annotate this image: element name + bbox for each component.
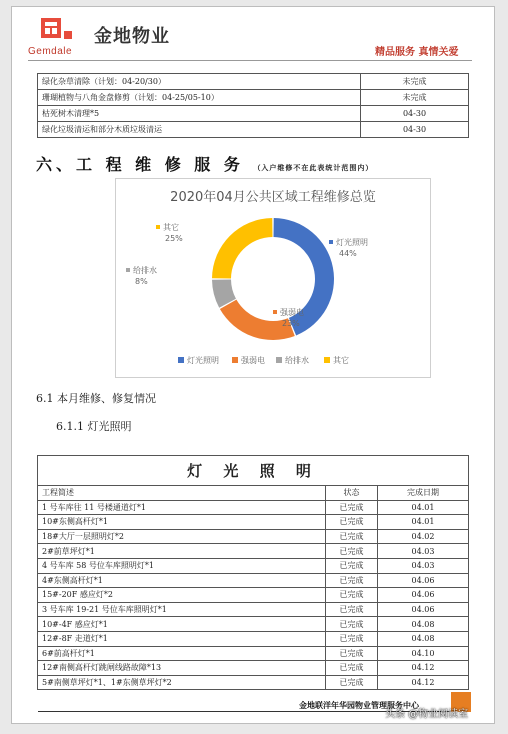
subsection-heading: 6.1 本月维修、修复情况 [36,392,156,405]
slice-category-label: 强弱电 [280,308,304,317]
date-cell: 04.06 [378,573,469,588]
status-cell: 已完成 [326,602,378,617]
status-cell: 未完成 [361,74,469,90]
slogan: 精品服务 真情关爱 [375,47,459,58]
table-row [38,122,469,138]
date-cell: 04.03 [378,544,469,559]
table-row [38,529,469,544]
slice-label-marker [273,310,277,314]
status-cell: 已完成 [326,675,378,690]
table-row [38,617,469,632]
status-cell: 已完成 [326,558,378,573]
legend-label: 强弱电 [241,356,265,365]
date-cell: 04.03 [378,558,469,573]
slice-label-marker [126,268,130,272]
status-cell: 已完成 [326,631,378,646]
task-cell: 绿化垃圾清运和部分木质垃圾清运 [38,122,361,138]
table-row [38,631,469,646]
slice-percent-label: 23% [282,319,300,328]
maintenance-chart [115,178,431,378]
task-cell: 12#南侧高杆灯跳闸线路故障*13 [38,661,326,676]
task-cell: 15#-20F 感应灯*2 [38,588,326,603]
table-row [38,515,469,530]
column-header: 工程简述 [38,486,326,501]
table-row [38,106,469,122]
slice-percent-label: 8% [135,277,148,286]
date-cell: 04.06 [378,588,469,603]
greening-table [37,73,469,138]
status-cell: 已完成 [326,544,378,559]
date-cell: 04.01 [378,515,469,530]
status-cell: 已完成 [326,573,378,588]
slice-label-marker [156,225,160,229]
legend-label: 其它 [333,356,349,365]
donut-slice [274,218,334,335]
slice-label-marker [329,240,333,244]
task-cell: 4 号车库 58 号位车库照明灯*1 [38,558,326,573]
legend-swatch [276,357,282,363]
task-cell: 6#前高杆灯*1 [38,646,326,661]
status-cell: 04-30 [361,106,469,122]
task-cell: 2#前草坪灯*1 [38,544,326,559]
task-cell: 12#-8F 走道灯*1 [38,631,326,646]
subsection-heading: 6.1.1 灯光照明 [56,420,132,433]
section-heading [36,152,373,175]
task-cell: 4#东侧高杆灯*1 [38,573,326,588]
legend-swatch [324,357,330,363]
chart-title: 2020年04月公共区域工程维修总览 [170,190,376,205]
task-cell: 3 号车库 19-21 号位车库照明灯*1 [38,602,326,617]
slice-percent-label: 44% [339,249,357,258]
watermark: 头条 @物业阅读室 [385,709,469,720]
date-cell: 04.02 [378,529,469,544]
legend-label: 灯光照明 [187,356,219,365]
status-cell: 04-30 [361,122,469,138]
table-title: 灯 光 照 明 [38,456,469,486]
table-row [38,661,469,676]
task-cell: 10#东侧高杆灯*1 [38,515,326,530]
section-title: 六、工 程 维 修 服 务 [36,155,244,174]
section-note: （入户维修不在此表统计范围内） [253,164,374,172]
status-cell: 未完成 [361,90,469,106]
brand-name-cn: 金地物业 [94,26,170,47]
table-title-row [38,456,469,486]
task-cell: 10#-4F 感应灯*1 [38,617,326,632]
date-cell: 04.06 [378,602,469,617]
header-divider [28,60,472,61]
legend-label: 给排水 [285,356,309,365]
table-row [38,646,469,661]
table-row [38,573,469,588]
table-header-row [38,486,469,501]
task-cell: 枯死树木清理*5 [38,106,361,122]
slice-category-label: 灯光照明 [336,238,368,247]
legend-swatch [232,357,238,363]
donut-slice [212,218,272,278]
date-cell: 04.01 [378,500,469,515]
date-cell: 04.10 [378,646,469,661]
table-row [38,90,469,106]
status-cell: 已完成 [326,529,378,544]
table-row [38,558,469,573]
task-cell: 18#大厅一层照明灯*2 [38,529,326,544]
table-row [38,602,469,617]
table-row [38,544,469,559]
status-cell: 已完成 [326,588,378,603]
table-row [38,675,469,690]
date-cell: 04.12 [378,675,469,690]
slice-category-label: 其它 [163,223,179,232]
task-cell: 1 号车库往 11 号楼通道灯*1 [38,500,326,515]
legend-swatch [178,357,184,363]
date-cell: 04.08 [378,617,469,632]
status-cell: 已完成 [326,617,378,632]
date-cell: 04.12 [378,661,469,676]
lighting-table [37,455,469,690]
column-header: 状态 [326,486,378,501]
status-cell: 已完成 [326,515,378,530]
table-row [38,500,469,515]
brand-name-en: Gemdale [28,46,73,57]
task-cell: 5#南侧草坪灯*1、1#东侧草坪灯*2 [38,675,326,690]
table-row [38,74,469,90]
status-cell: 已完成 [326,500,378,515]
gemdale-logo-icon [40,17,74,45]
task-cell: 绿化杂草清除（计划：04-20/30） [38,74,361,90]
slice-percent-label: 25% [165,234,183,243]
footer-text: 金地联洋年华园物业管理服务中心 [299,701,419,710]
donut-chart [116,179,430,377]
date-cell: 04.08 [378,631,469,646]
status-cell: 已完成 [326,661,378,676]
status-cell: 已完成 [326,646,378,661]
task-cell: 珊瑚植物与八角金盘修剪（计划：04-25/05-10） [38,90,361,106]
table-row [38,588,469,603]
slice-category-label: 给排水 [133,266,157,275]
column-header: 完成日期 [378,486,469,501]
